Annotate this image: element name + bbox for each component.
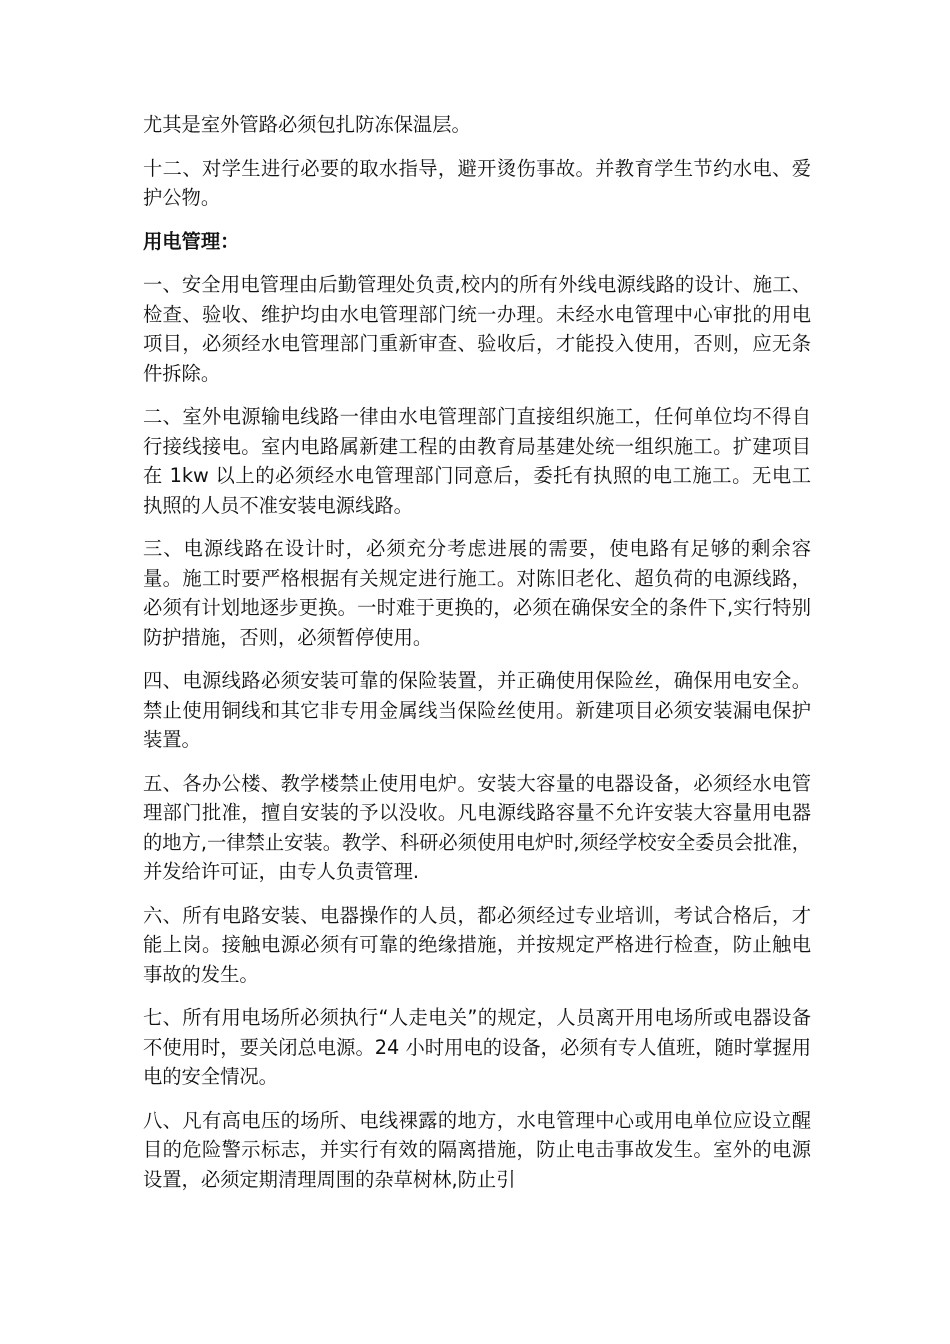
paragraph-rule-3: 三、电源线路在设计时，必须充分考虑进展的需要，使电路有足够的剩余容量。施工时要严格根据有关规定进行施工。对陈旧老化、超负荷的电源线路，必须有计划地逐步更换。一时难于更换的，必须在确保安全的条件下,实行特别防护措施，否则，必须暂停使用。 xyxy=(143,537,811,649)
paragraph-rule-2: 二、室外电源输电线路一律由水电管理部门直接组织施工，任何单位均不得自行接线接电。室内电路属新建工程的由教育局基建处统一组织施工。扩建项目在 1kw 以上的必须经水电管理部门同意后，委托有执照的电工施工。无电工执照的人员不准安装电源线路。 xyxy=(143,405,811,517)
paragraph-rule-1: 一、安全用电管理由后勤管理处负责,校内的所有外线电源线路的设计、施工、检查、验收、维护均由水电管理部门统一办理。未经水电管理中心审批的用电项目，必须经水电管理部门重新审查、验收后，才能投入使用，否则，应无条件拆除。 xyxy=(143,273,811,385)
paragraph-rule-12: 十二、对学生进行必要的取水指导，避开烫伤事故。并教育学生节约水电、爱护公物。 xyxy=(143,156,811,209)
paragraph-rule-7: 七、所有用电场所必须执行“人走电关”的规定，人员离开用电场所或电器设备不使用时，要关闭总电源。24 小时用电的设备，必须有专人值班，随时掌握用电的安全情况。 xyxy=(143,1006,811,1088)
paragraph-rule-5: 五、各办公楼、教学楼禁止使用电炉。安装大容量的电器设备，必须经水电管理部门批准，擅自安装的予以没收。凡电源线路容量不允许安装大容量用电器的地方,一律禁止安装。教学、科研必须使用电炉时,须经学校安全委员会批准，并发给许可证，由专人负责管理. xyxy=(143,771,811,883)
paragraph-frost-protection: 尤其是室外管路必须包扎防冻保温层。 xyxy=(143,113,471,136)
section-heading-electricity: 用电管理： xyxy=(143,229,240,253)
paragraph-rule-4: 四、电源线路必须安装可靠的保险装置，并正确使用保险丝，确保用电安全。禁止使用铜线和其它非专用金属线当保险丝使用。新建项目必须安装漏电保护装置。 xyxy=(143,669,811,751)
document-page xyxy=(143,110,811,1208)
paragraph-rule-8: 八、凡有高电压的场所、电线裸露的地方，水电管理中心或用电单位应设立醒目的危险警示标志，并实行有效的隔离措施，防止电击事故发生。室外的电源设置，必须定期清理周围的杂草树林,防止引 xyxy=(143,1108,811,1191)
paragraph-rule-6: 六、所有电路安装、电器操作的人员，都必须经过专业培训，考试合格后，才能上岗。接触电源必须有可靠的绝缘措施，并按规定严格进行检查，防止触电事故的发生。 xyxy=(143,903,811,986)
